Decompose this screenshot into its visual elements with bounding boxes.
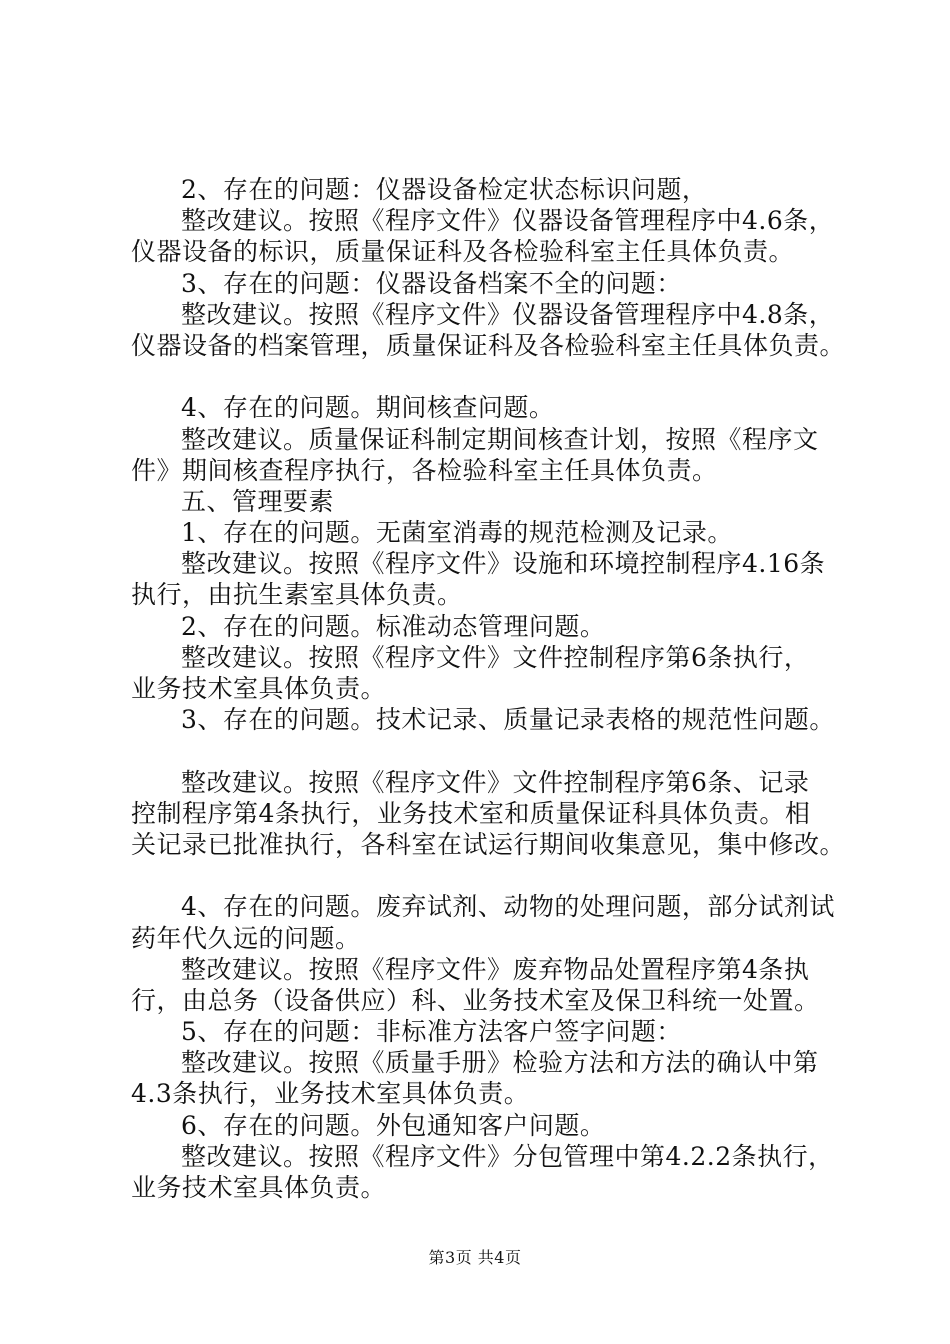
paragraph-line: 整改建议。按照《程序文件》分包管理中第4.2.2条执行， (181, 1141, 834, 1171)
paragraph-line: 整改建议。按照《质量手册》检验方法和方法的确认中第 (181, 1048, 819, 1078)
paragraph-line: 整改建议。按照《程序文件》设施和环境控制程序4.16条 (181, 549, 826, 579)
paragraph-line: 2、存在的问题。标准动态管理问题。 (181, 611, 606, 641)
paragraph-line: 执行，由抗生素室具体负责。 (131, 580, 463, 610)
paragraph-line: 整改建议。按照《程序文件》仪器设备管理程序中4.6条， (181, 206, 835, 236)
paragraph-line: 关记录已批准执行，各科室在试运行期间收集意见，集中修改。 (131, 829, 846, 859)
paragraph-line: 业务技术室具体负责。 (131, 1173, 387, 1202)
paragraph-line: 整改建议。按照《程序文件》仪器设备管理程序中4.8条， (181, 299, 835, 329)
paragraph-line: 1、存在的问题。无菌室消毒的规范检测及记录。 (181, 518, 733, 548)
paragraph-line: 整改建议。质量保证科制定期间核查计划，按照《程序文 (181, 424, 819, 454)
blank-line (131, 361, 861, 392)
paragraph-line: 整改建议。按照《程序文件》废弃物品处置程序第4条执 (181, 954, 810, 984)
paragraph-line: 件》期间核查程序执行，各检验科室主任具体负责。 (131, 455, 718, 485)
paragraph-line: 5、存在的问题：非标准方法客户签字问题： (181, 1017, 682, 1047)
paragraph-line: 控制程序第4条执行，业务技术室和质量保证科具体负责。相 (131, 798, 811, 828)
paragraph-line: 业务技术室具体负责。 (131, 674, 387, 703)
paragraph-line: 行，由总务（设备供应）科、业务技术室及保卫科统一处置。 (131, 985, 820, 1015)
paragraph-line: 3、存在的问题：仪器设备档案不全的问题： (181, 268, 682, 298)
paragraph-line: 2、存在的问题：仪器设备检定状态标识问题， (181, 175, 708, 204)
blank-line (131, 860, 861, 891)
section-heading: 五、管理要素 (181, 486, 335, 516)
paragraph-line: 4.3条执行，业务技术室具体负责。 (131, 1079, 530, 1109)
paragraph-line: 整改建议。按照《程序文件》文件控制程序第6条、记录 (181, 767, 810, 797)
paragraph-line: 4、存在的问题。废弃试剂、动物的处理问题，部分试剂试 (181, 892, 835, 922)
paragraph-line: 4、存在的问题。期间核查问题。 (181, 393, 555, 423)
paragraph-line: 仪器设备的档案管理，质量保证科及各检验科室主任具体负责。 (131, 330, 846, 360)
page-number-footer: 第3页 共4页 (428, 1248, 522, 1267)
paragraph-line: 药年代久远的问题。 (131, 923, 361, 953)
paragraph-line: 仪器设备的标识，质量保证科及各检验科室主任具体负责。 (131, 237, 795, 267)
document-body (131, 174, 861, 1203)
paragraph-line: 6、存在的问题。外包通知客户问题。 (181, 1110, 606, 1140)
paragraph-line: 3、存在的问题。技术记录、质量记录表格的规范性问题。 (181, 705, 835, 735)
blank-line (131, 735, 861, 766)
paragraph-line: 整改建议。按照《程序文件》文件控制程序第6条执行， (181, 642, 810, 672)
